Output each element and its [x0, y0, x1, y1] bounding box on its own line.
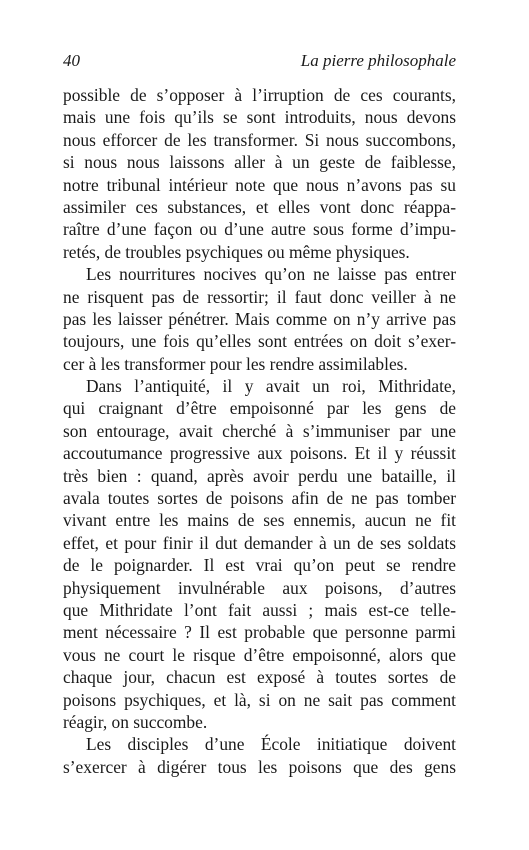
running-header: [63, 51, 456, 75]
text-line: que Mithridate l’ont fait aussi ; mais est-ce telle-: [63, 599, 456, 620]
text-line: ment nécessaire ? Il est probable que personne parmi: [63, 622, 456, 643]
text-line: qui craignant d’être empoisonné par les gens de: [63, 398, 456, 419]
text-line: toujours, une fois qu’elles sont entrées on doit s’exer-: [63, 331, 456, 352]
text-line: chaque jour, chacun est exposé à toutes sortes de: [63, 667, 456, 688]
paragraph: [63, 733, 456, 778]
text-line: son entourage, avait cherché à s’immuniser par une: [63, 420, 456, 441]
text-line: accoutumance progressive aux poisons. Et il y réussit: [63, 443, 456, 464]
text-line: ne risquent pas de ressortir; il faut donc veiller à ne: [63, 286, 456, 307]
text-line: notre tribunal intérieur note que nous n’avons pas su: [63, 174, 456, 195]
text-line: Dans l’antiquité, il y avait un roi, Mithridate,: [86, 376, 456, 397]
text-line: très bien : quand, après avoir perdu une bataille, il: [63, 465, 456, 486]
text-line: si nous nous laissons aller à un geste de faiblesse,: [63, 152, 456, 173]
text-line: vous ne court le risque d’être empoisonné, alors que: [63, 644, 456, 665]
page-number: 40: [63, 51, 80, 70]
text-line: raître d’une façon ou d’une autre sous forme d’impu-: [63, 219, 456, 240]
text-line: de le poignarder. Il est vrai qu’on peut se rendre: [63, 555, 456, 576]
running-title: La pierre philosophale: [300, 51, 456, 70]
text-line: réagir, on succombe.: [63, 711, 208, 732]
text-line: possible de s’opposer à l’irruption de ces courants,: [63, 85, 456, 105]
paragraph: [63, 375, 456, 733]
text-line: retés, de troubles psychiques ou même physiques.: [63, 241, 410, 262]
text-line: poisons psychiques, et là, si on ne sait pas comment: [63, 689, 456, 710]
text-line: assimiler ces substances, et elles vont donc réappa-: [63, 196, 456, 217]
paragraph: [63, 263, 456, 375]
text-line: cer à les transformer pour les rendre assimilables.: [63, 353, 408, 374]
text-line: s’exercer à digérer tous les poisons que des gens: [63, 756, 456, 777]
paragraph: [63, 84, 456, 263]
body-text: [63, 84, 456, 778]
text-line: effet, et pour finir il dut demander à un de ses soldats: [63, 532, 456, 553]
text-line: vivant entre les mains de ses ennemis, aucun ne fit: [63, 510, 456, 531]
text-line: nous efforcer de les transformer. Si nous succombons,: [63, 129, 456, 150]
text-line: pas les laisser pénétrer. Mais comme on n’y arrive pas: [63, 308, 456, 329]
text-line: avala toutes sortes de poisons afin de ne pas tomber: [63, 488, 456, 509]
text-line: Les nourritures nocives qu’on ne laisse pas entrer: [86, 264, 456, 285]
text-line: Les disciples d’une École initiatique doivent: [86, 734, 456, 755]
text-line: mais une fois qu’ils se sont introduits, nous devons: [63, 107, 456, 128]
text-line: physiquement invulnérable aux poisons, d’autres: [63, 577, 456, 598]
